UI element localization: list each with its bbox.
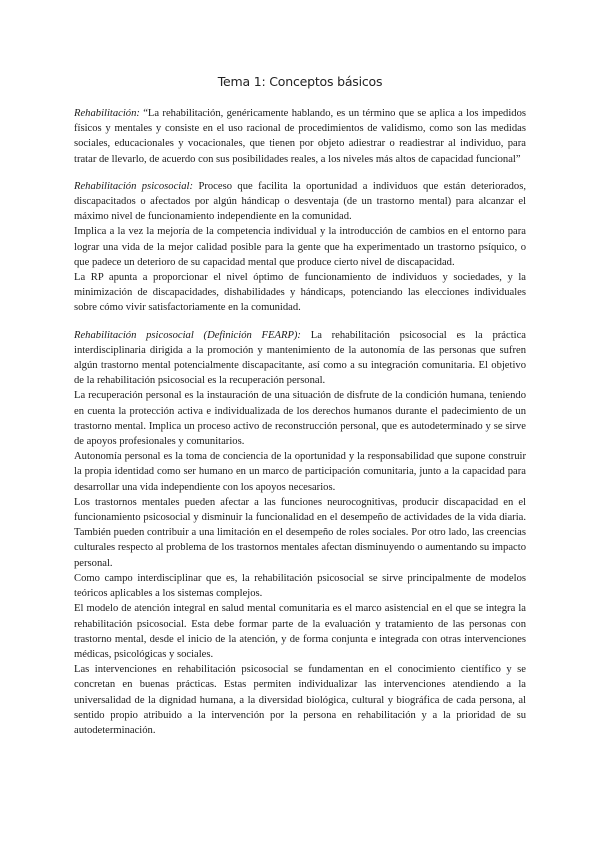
paragraph-text-block: Los trastornos mentales pueden afectar a las funciones neurocognitivas, producir discapacidad en el funcionamiento psicosocial y disminuir la funcionalidad en el desempeño de actividades de la vida diaria. También pueden contribuir a una limitación en el desempeño de roles sociales. Por otro lado, las creencias culturales respecto al problema de los trastornos mentales afectan disminuyendo o aumentando su impacto personal.	[74, 496, 526, 569]
term-label: Rehabilitación psicosocial:	[74, 180, 194, 192]
paragraph-text: “La rehabilitación, genéricamente hablando, es un término que se aplica a los impedidos físicos y mentales y consiste en el uso racional de procedimientos de validismo, como son las medidas sociales, educacionales y vocacionales, que tienen por objeto adiestrar o readiestrar al individuo, para tratar de llevarlo, de acuerdo con sus posibilidades reales, a los niveles más altos de capacidad funcional”	[74, 108, 526, 165]
document-body	[74, 106, 526, 738]
paragraph-text-block: Autonomía personal es la toma de conciencia de la oportunidad y la responsabilidad que supone construir la propia identidad como ser humano en un marco de participación comunitaria, junto a la capacidad para desarrollar una vida independiente con los apoyos necesarios.	[74, 451, 526, 493]
paragraph-text: La rehabilitación psicosocial es la práctica interdisciplinaria dirigida a la promoción y mantenimiento de la autonomía de las personas que sufren algún trastorno mental potencialmente discapacitante, así como a su integración comunitaria. El objetivo de la rehabilitación psicosocial es la recuperación personal.	[74, 329, 526, 387]
term-label: Rehabilitación psicosocial (Definición FEARP):	[74, 329, 301, 341]
paragraph-text-block: Implica a la vez la mejoría de la competencia individual y la introducción de cambios en el entorno para lograr una vida de la mejor calidad posible para la gente que ha experimentado un trastorno psíquico, o que padece un deterioro de su capacidad mental que produce cierto nivel de discapacidad.	[74, 226, 526, 268]
paragraph-rehabilitacion-psicosocial	[74, 179, 526, 225]
paragraph-text-block: El modelo de atención integral en salud mental comunitaria es el marco asistencial en el que se integra la rehabilitación psicosocial. Esta debe formar parte de la evaluación y tratamiento de las personas con trastorno mental, desde el inicio de la atención, y de forma conjunta e integrada con otras intervenciones médicas, psicológicas y sociales.	[74, 603, 526, 660]
paragraph-rehabilitacion	[74, 106, 526, 167]
paragraph-definicion-fearp	[74, 328, 526, 389]
paragraph-text-block: Como campo interdisciplinar que es, la rehabilitación psicosocial se sirve principalmente de modelos teóricos aplicables a los sistemas complejos.	[74, 572, 526, 600]
paragraph-text-block: Las intervenciones en rehabilitación psicosocial se fundamentan en el conocimiento científico y se concretan en buenas prácticas. Estas permiten individualizar las intervenciones atendiendo a la universalidad de la dignidad humana, a la diversidad biológica, cultural y biográfica de cada persona, al sentido propio atribuido a la intervención por la persona en rehabilitación y a la prioridad de su autodeterminación.	[74, 664, 526, 736]
paragraph-text-block: La recuperación personal es la instauración de una situación de disfrute de la condición humana, teniendo en cuenta la protección activa e individualizada de los derechos humanos durante el padecimiento de un trastorno mental. Implica un proceso activo de reconstrucción personal, que es autodeterminado y se sirve de apoyos profesionales y comunitarios.	[74, 390, 526, 448]
paragraph-text: Proceso que facilita la oportunidad a individuos que están deteriorados, discapacitados o afectados por algún hándicap o desventaja (de un trastorno mental) para alcanzar el máximo nivel de funcionamiento independiente en la comunidad.	[74, 180, 526, 223]
paragraph-text-block: La RP apunta a proporcionar el nivel óptimo de funcionamiento de individuos y sociedades, y la minimización de discapacidades, dishabilidades y hándicaps, potenciando las elecciones individuales sobre cómo vivir satisfactoriamente en la comunidad.	[74, 272, 526, 314]
term-label: Rehabilitación:	[74, 108, 140, 119]
page-title: Tema 1: Conceptos básicos	[217, 74, 383, 89]
